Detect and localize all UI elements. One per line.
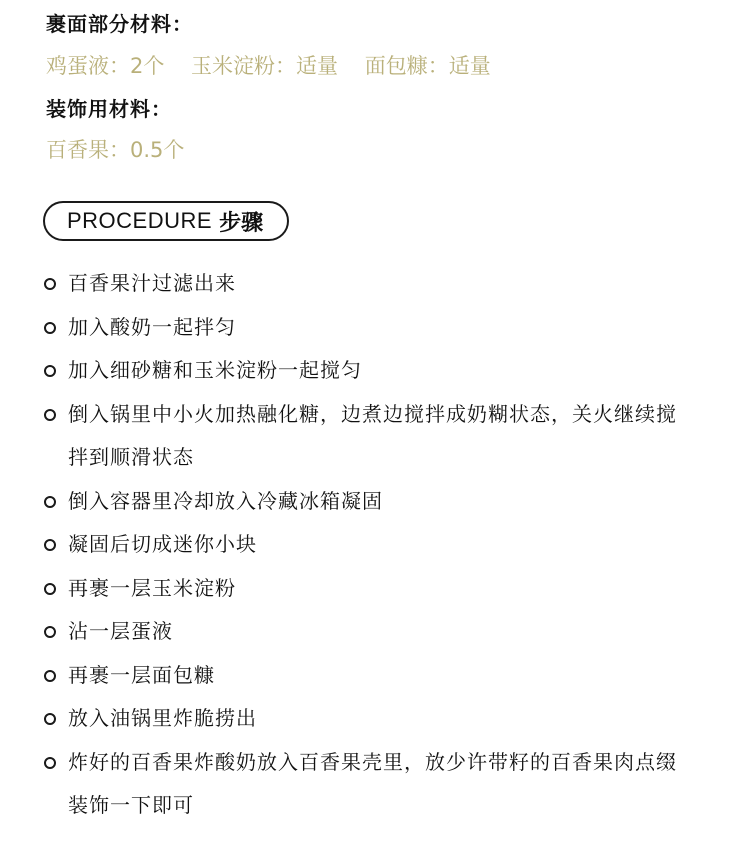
procedure-step-text: 放入油锅里炸脆捞出 bbox=[68, 706, 257, 730]
procedure-step bbox=[44, 654, 694, 698]
filling-ingredients: 鸡蛋液：2个 玉米淀粉：适量 面包糠：适量 bbox=[46, 54, 491, 78]
bullet-circle-icon bbox=[44, 409, 56, 421]
procedure-step-text: 倒入容器里冷却放入冷藏冰箱凝固 bbox=[68, 488, 383, 513]
bullet-circle-icon bbox=[44, 539, 56, 551]
bullet-circle-icon bbox=[44, 713, 56, 725]
bullet-circle-icon bbox=[44, 757, 56, 769]
decoration-section-title: 装饰用材料： bbox=[46, 97, 172, 121]
procedure-step-text: 炸好的百香果炸酸奶放入百香果壳里，放少许带籽的百香果肉点缀装饰一下即可 bbox=[68, 749, 677, 817]
bullet-circle-icon bbox=[44, 670, 56, 682]
bullet-circle-icon bbox=[44, 365, 56, 377]
procedure-step-text: 再裹一层面包糠 bbox=[68, 662, 215, 687]
bullet-circle-icon bbox=[44, 626, 56, 638]
procedure-heading-en: PROCEDURE bbox=[67, 208, 213, 233]
procedure-heading-pill bbox=[43, 201, 289, 241]
procedure-step bbox=[44, 567, 694, 611]
procedure-step bbox=[44, 393, 694, 480]
procedure-step bbox=[44, 480, 694, 524]
procedure-step-text: 凝固后切成迷你小块 bbox=[68, 532, 257, 556]
bullet-circle-icon bbox=[44, 322, 56, 334]
procedure-step bbox=[44, 741, 694, 828]
procedure-step bbox=[44, 262, 694, 306]
procedure-step bbox=[44, 349, 694, 393]
bullet-circle-icon bbox=[44, 278, 56, 290]
procedure-step bbox=[44, 523, 694, 567]
decoration-ingredients: 百香果：0.5个 bbox=[46, 138, 185, 162]
bullet-circle-icon bbox=[44, 496, 56, 508]
procedure-step-text: 加入酸奶一起拌匀 bbox=[68, 314, 236, 339]
procedure-step-text: 加入细砂糖和玉米淀粉一起搅匀 bbox=[68, 358, 362, 382]
procedure-step-text: 沾一层蛋液 bbox=[68, 619, 173, 643]
procedure-heading-cn: 步骤 bbox=[219, 210, 264, 236]
procedure-step-text: 倒入锅里中小火加热融化糖，边煮边搅拌成奶糊状态，关火继续搅拌到顺滑状态 bbox=[68, 401, 677, 469]
procedure-step bbox=[44, 306, 694, 350]
procedure-step-text: 百香果汁过滤出来 bbox=[68, 271, 236, 295]
procedure-step bbox=[44, 610, 694, 654]
procedure-step-list bbox=[44, 262, 694, 828]
procedure-step bbox=[44, 697, 694, 741]
filling-section-title: 裹面部分材料： bbox=[46, 12, 193, 36]
procedure-step-text: 再裹一层玉米淀粉 bbox=[68, 575, 236, 600]
bullet-circle-icon bbox=[44, 583, 56, 595]
